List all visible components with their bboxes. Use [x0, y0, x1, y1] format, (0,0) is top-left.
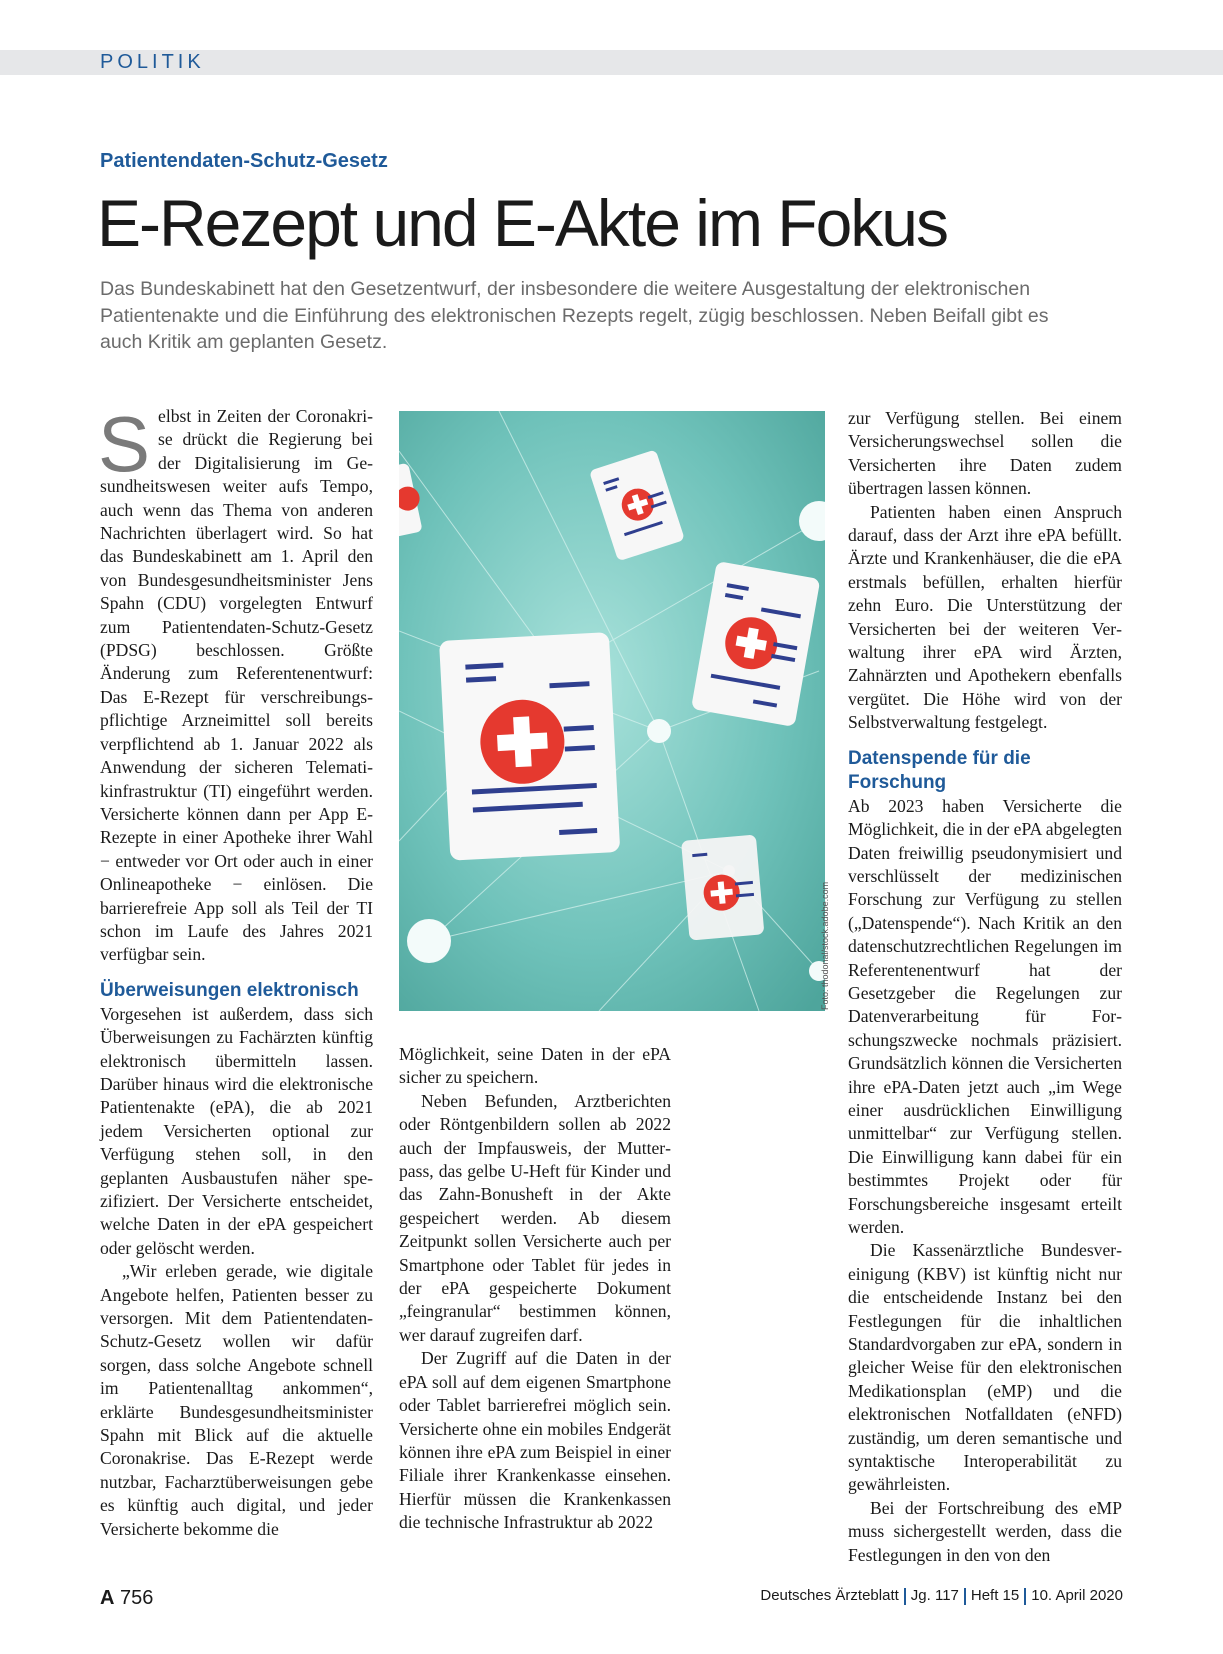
journal-issue: Heft 15 [970, 1587, 1020, 1604]
drop-cap: S [98, 400, 151, 488]
article-headline: E-Rezept und E-Akte im Fokus [97, 186, 948, 260]
text-column-1 [98, 400, 373, 1541]
subheading-datenspende: Datenspende für die Forschung [848, 747, 1031, 793]
photo-credit: Foto: thodonal/stock.adobe.com [820, 881, 830, 1010]
article-photo [399, 411, 825, 1011]
paragraph: Selbst in Zeiten der Coronakrise drückt die Regierung bei der Digitalisierung im Gesundheitswesen weiter aufs Tempo, auch wenn das Thema von anderen Nachrichten überlagert wird. So hat das Bundeskabinett am 1. April den von Bundesgesundheitsminister Jens Spahn (CDU) vorgelegten Entwurf zum Patientendaten-Schutz-Gesetz (PDSG) beschlossen. Größte Änderung zum Referentenentwurf: Das E-Rezept für verschreibungspflichtige Arzneimittel soll bereits verpflichtend ab 1. Januar 2022 als Anwendung der sicheren Telematikinfrastruktur (TI) eingeführt werden. Versicherte können dann per App E-Rezepte in einer Apotheke ihrer Wahl − entweder vor Ort oder auch in einer Onlineapotheke − einlösen. Die barrierefreie App soll als Teil der TI schon im Laufe des Jahres 2021 verfügbar sein. [98, 400, 373, 965]
paragraph: „Wir erleben gerade, wie digitale Angebote helfen, Patienten besser zu versorgen. Mit dem Patientendaten-Schutz-Gesetz wollen wir dafür sorgen, dass solche Angebote schnell im Patientenalltag ankommen“, erklärte Bundesgesundheitsminister Spahn mit Blick auf die aktuelle Coronakrise. Das E-Rezept werde nutzbar, Facharztüberweisungen gebe es künftig auch digital, und jeder Versicherte bekomme die [100, 1261, 373, 1539]
paragraph: Möglichkeit, seine Daten in der ePA sicher zu speichern. [399, 1044, 671, 1088]
text-column-3 [848, 407, 1122, 1567]
paragraph: Vorgesehen ist außerdem, dass sich Überweisungen zu Fachärzten künftig elektronisch übermitteln lassen. Darüber hinaus wird die elektronische Patientenakte (ePA), die ab 2021 jedem Versicherten optional zur Verfügung stehen soll, in den geplanten Ausbaustufen näher spezifiziert. Der Versicherte entscheidet, welche Daten in der ePA gespeichert oder gelöscht werden. [100, 1003, 373, 1258]
paragraph: zur Verfügung stellen. Bei einem Versicherungswechsel sollen die Versicherten ihre Daten zudem übertragen lassen können. [848, 408, 1122, 499]
paragraph: Neben Befunden, Arztberichten oder Röntgenbildern sollen ab 2022 auch der Impfausweis, der Mutterpass, das gelbe U-Heft für Kinder und das Zahn-Bonusheft in der Akte gespeichert werden. Ab diesem Zeitpunkt sollen Versicherte auch per Smartphone oder Tablet für jedes in der ePA gespeicherte Dokument „feingranular“ bestimmen können, wer darauf zugreifen darf. [399, 1090, 671, 1345]
subheading-ueberweisungen: Überweisungen elektronisch [100, 979, 359, 1001]
page-number: A 756 [100, 1587, 154, 1609]
article-kicker: Patientendaten-Schutz-Gesetz [100, 150, 388, 172]
paragraph: Der Zugriff auf die Daten in der ePA soll auf dem eigenen Smartphone oder Tablet barrierefrei möglich sein. Versicherte ohne ein mobiles Endgerät können ihre ePA zum Beispiel in einer Filiale ihrer Krankenkasse einsehen. Hierfür müssen die Krankenkassen die technische Infrastruktur ab 2022 [399, 1348, 671, 1533]
paragraph: Patienten haben einen Anspruch darauf, dass der Arzt ihre ePA befüllt. Ärzte und Krankenhäuser, die die ePA erstmals befüllen, erhalten hierfür zehn Euro. Die Unterstützung der Versicherten bei der weiteren Verwaltung ihrer ePA wird Ärzten, Zahnärzten und Apothekern ebenfalls vergütet. Die Höhe wird von der Selbstverwaltung festgelegt. [848, 501, 1122, 733]
journal-name: Deutsches Ärzteblatt [760, 1587, 899, 1604]
section-label: POLITIK [100, 51, 205, 73]
journal-date: 10. April 2020 [1031, 1587, 1123, 1604]
paragraph: Bei der Fortschreibung des eMP muss sichergestellt werden, dass die Festlegungen in den von den [848, 1497, 1122, 1565]
article-lead: Das Bundeskabinett hat den Gesetzentwurf, der insbesondere die weitere Ausgestaltung der elektronischen Patientenakte und die Einführung des elektronischen Rezepts regelt, zügig beschlossen. Neben Beifall gibt es auch Kritik am geplanten Gesetz. [100, 278, 1049, 353]
journal-info [760, 1587, 1123, 1605]
text-column-2 [399, 1043, 671, 1535]
paragraph: Die Kassenärztliche Bundesvereinigung (KBV) ist künftig nicht nur die entscheidende Instanz bei den Festlegungen für die inhaltlichen Standardvorgaben zur ePA, sondern in gleicher Weise für den elektronischen Medikationsplan (eMP) und die elektronischen Notfalldaten (eNFD) zuständig, um deren semantische und syntaktische Interoperabilität zu gewährleisten. [848, 1240, 1122, 1495]
paragraph: Ab 2023 haben Versicherte die Möglichkeit, die in der ePA abgelegten Daten freiwillig pseudonymisiert und verschlüsselt der medizinischen Forschung zur Verfügung zu stellen („Datenspende“). Nach Kritik an den datenschutzrechtlichen Regelungen im Referentenentwurf hat der Gesetzgeber die Regelungen zur Datenverarbeitung für Forschungszwecke nochmals präzisiert. Grundsätzlich können die Versicherten ihre ePA-Daten jetzt auch „im Wege einer ausdrücklichen Einwilligung unmittelbar“ zur Verfügung stellen. Die Einwilligung kann dabei für ein bestimmtes Projekt oder für Forschungsbereiche insgesamt erteilt werden. [848, 795, 1122, 1237]
journal-volume: Jg. 117 [910, 1587, 959, 1604]
